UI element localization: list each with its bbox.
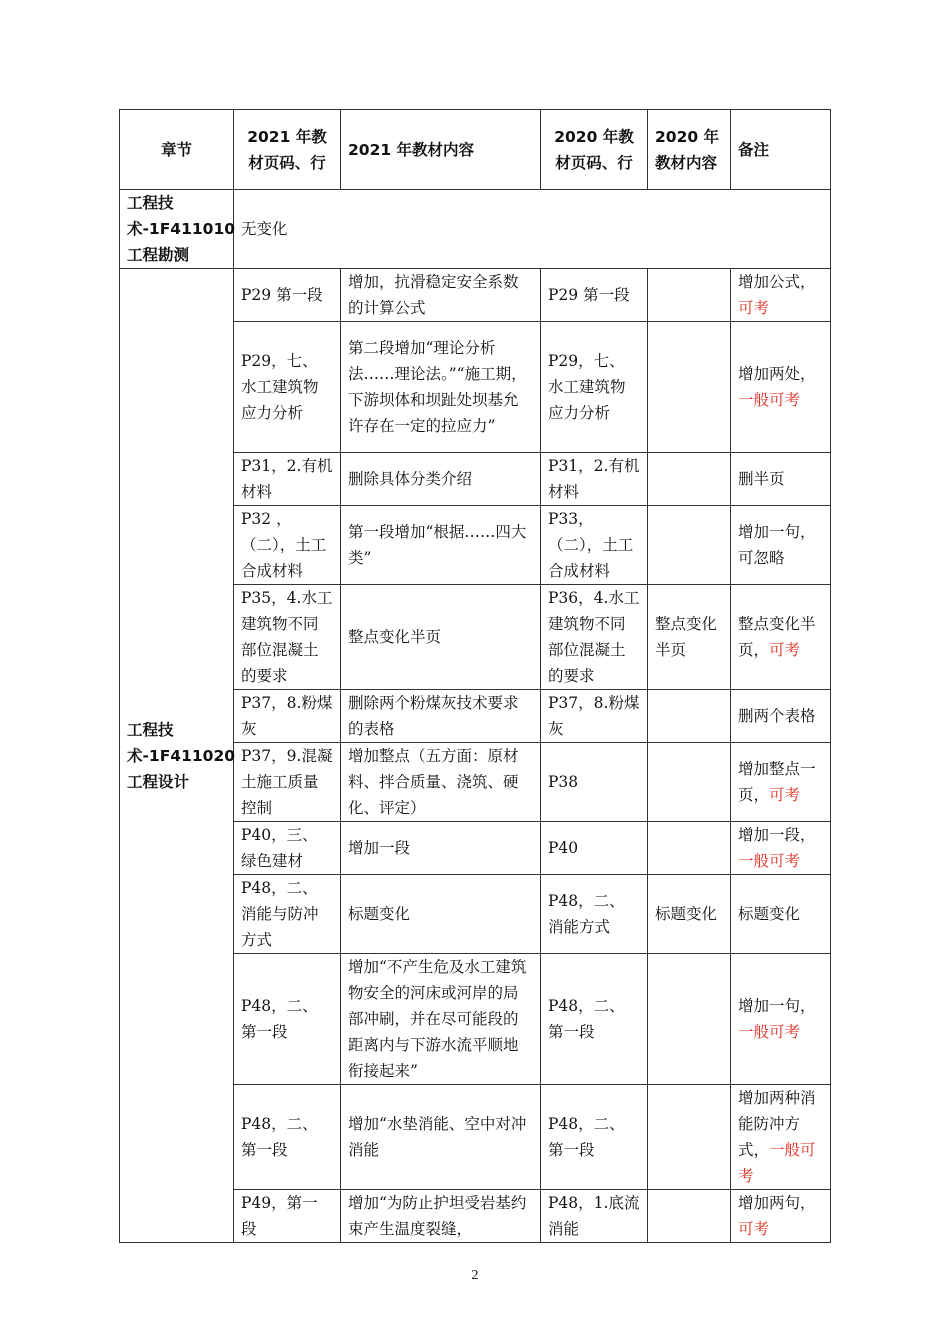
cell-p2020: P48，1.底流消能	[541, 1190, 648, 1243]
note-text: 增加公式，	[738, 273, 816, 291]
cell-p2020: P29 第一段	[541, 269, 648, 322]
chapter-cell: 工程技术-1F411020 工程设计	[120, 269, 234, 1243]
cell-c2020	[648, 954, 731, 1085]
header-page-2020: 2020 年教材页码、行	[541, 110, 648, 190]
cell-c2020	[648, 690, 731, 743]
cell-c2021: 增加“为防止护坦受岩基约束产生温度裂缝，	[341, 1190, 541, 1243]
cell-note	[731, 690, 831, 743]
cell-c2020	[648, 453, 731, 506]
note-text: 整点变化半页，	[738, 615, 816, 659]
note-highlight: 一般可考	[738, 852, 801, 870]
cell-p2020: P37，8.粉煤灰	[541, 690, 648, 743]
cell-note	[731, 822, 831, 875]
cell-c2021: 标题变化	[341, 875, 541, 954]
cell-p2020: P38	[541, 743, 648, 822]
note-text: 删两个表格	[738, 707, 816, 725]
cell-p2020: P40	[541, 822, 648, 875]
cell-c2020	[648, 743, 731, 822]
cell-p2021: P37，9.混凝土施工质量控制	[234, 743, 341, 822]
cell-c2020	[648, 506, 731, 585]
table-row	[120, 269, 831, 322]
revision-table	[119, 109, 831, 1243]
page-number: 2	[471, 1268, 479, 1283]
note-highlight: 可考	[769, 786, 801, 804]
cell-c2021: 删除具体分类介绍	[341, 453, 541, 506]
cell-p2020: P29，七、水工建筑物应力分析	[541, 322, 648, 453]
cell-c2021: 第二段增加“理论分析法……理论法。”“施工期，下游坝体和坝趾处坝基允许存在一定的拉应力”	[341, 322, 541, 453]
cell-c2020	[648, 269, 731, 322]
cell-p2021: P29，七、水工建筑物应力分析	[234, 322, 341, 453]
note-text: 增加一句，	[738, 997, 816, 1015]
cell-p2020: P36，4.水工建筑物不同部位混凝土的要求	[541, 585, 648, 690]
cell-note	[731, 954, 831, 1085]
cell-note	[731, 322, 831, 453]
note-text: 增加两处，	[738, 365, 816, 383]
cell-c2021: 增加整点（五方面：原材料、拌合质量、浇筑、硬化、评定）	[341, 743, 541, 822]
cell-c2021: 增加，抗滑稳定安全系数的计算公式	[341, 269, 541, 322]
cell-c2021: 增加一段	[341, 822, 541, 875]
cell-c2021: 整点变化半页	[341, 585, 541, 690]
header-chapter: 章节	[120, 110, 234, 190]
note-text: 增加两句，	[738, 1194, 816, 1212]
cell-c2020: 标题变化	[648, 875, 731, 954]
cell-p2021: P40，三、绿色建材	[234, 822, 341, 875]
cell-c2020	[648, 822, 731, 875]
note-text: 增加一段，	[738, 826, 816, 844]
note-text: 增加两种消能防冲方式，	[738, 1089, 816, 1159]
note-text: 删半页	[738, 470, 785, 488]
cell-c2021: 第一段增加“根据……四大类”	[341, 506, 541, 585]
header-content-2020: 2020 年教材内容	[648, 110, 731, 190]
header-page-2021: 2021 年教材页码、行	[234, 110, 341, 190]
note-text: 标题变化	[738, 905, 801, 923]
no-change-cell: 无变化	[234, 190, 831, 269]
cell-p2021: P48，二、第一段	[234, 1085, 341, 1190]
cell-p2021: P35，4.水工建筑物不同部位混凝土的要求	[234, 585, 341, 690]
cell-p2021: P31，2.有机材料	[234, 453, 341, 506]
chapter-cell: 工程技术-1F411010 工程勘测	[120, 190, 234, 269]
cell-c2021: 删除两个粉煤灰技术要求的表格	[341, 690, 541, 743]
note-highlight: 一般可考	[738, 1141, 816, 1185]
cell-p2021: P49，第一段	[234, 1190, 341, 1243]
cell-p2021: P48，二、消能与防冲方式	[234, 875, 341, 954]
cell-note	[731, 269, 831, 322]
cell-note	[731, 453, 831, 506]
note-highlight: 可考	[738, 299, 770, 317]
header-content-2021: 2021 年教材内容	[341, 110, 541, 190]
cell-c2021: 增加“水垫消能、空中对冲消能	[341, 1085, 541, 1190]
cell-note	[731, 585, 831, 690]
note-highlight: 一般可考	[738, 1023, 801, 1041]
cell-p2020: P33，（二），土工合成材料	[541, 506, 648, 585]
cell-note	[731, 1085, 831, 1190]
cell-p2020: P48，二、第一段	[541, 954, 648, 1085]
cell-note	[731, 1190, 831, 1243]
note-text: 增加整点一页，	[738, 760, 816, 804]
cell-note	[731, 875, 831, 954]
note-text: 增加一句，可忽略	[738, 523, 816, 567]
header-note: 备注	[731, 110, 831, 190]
note-highlight: 可考	[769, 641, 801, 659]
cell-p2021: P48，二、第一段	[234, 954, 341, 1085]
cell-c2020	[648, 1085, 731, 1190]
note-highlight: 一般可考	[738, 391, 801, 409]
cell-p2020: P48，二、消能方式	[541, 875, 648, 954]
cell-c2020	[648, 1190, 731, 1243]
cell-p2020: P31，2.有机材料	[541, 453, 648, 506]
cell-p2021: P32 ，（二），土工合成材料	[234, 506, 341, 585]
cell-p2021: P29 第一段	[234, 269, 341, 322]
header-row	[120, 110, 831, 190]
cell-p2021: P37，8.粉煤灰	[234, 690, 341, 743]
cell-p2020: P48，二、第一段	[541, 1085, 648, 1190]
cell-c2020	[648, 322, 731, 453]
section-row-1f411010	[120, 190, 831, 269]
cell-note	[731, 506, 831, 585]
note-highlight: 可考	[738, 1220, 770, 1238]
cell-c2021: 增加“不产生危及水工建筑物安全的河床或河岸的局部冲刷，并在尽可能段的距离内与下游水流平顺地衔接起来”	[341, 954, 541, 1085]
cell-note	[731, 743, 831, 822]
cell-c2020: 整点变化半页	[648, 585, 731, 690]
